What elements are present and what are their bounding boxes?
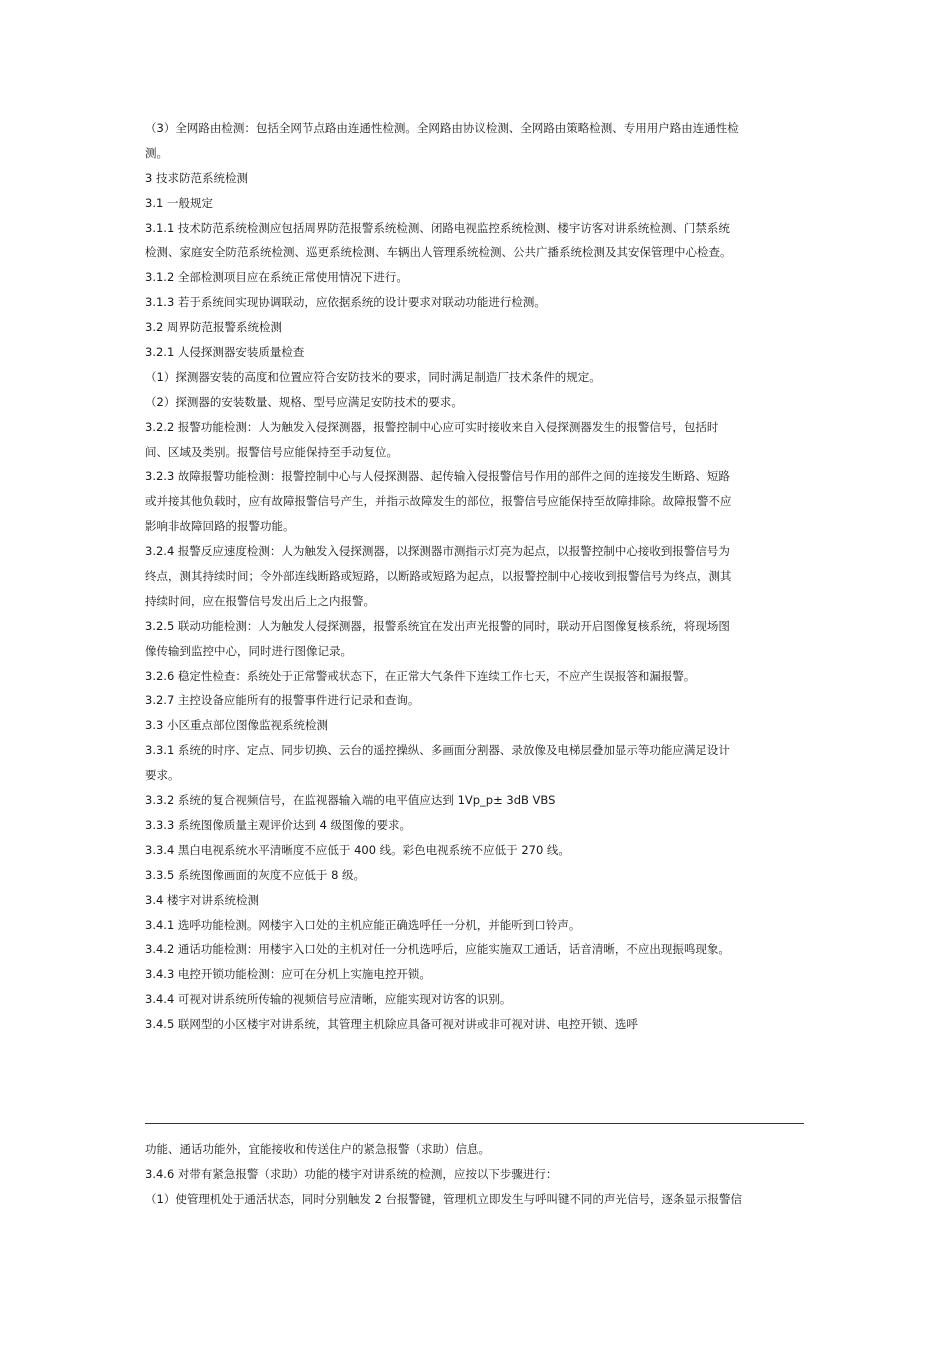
text-line: （3）全网路由检测：包括全网节点路由连通性检测。全网路由协议检测、全网路由策略检测、专用用户路由连通性检 bbox=[145, 121, 739, 135]
text-line: 3.3.1 系统的时序、定点、同步切换、云台的遥控操纵、多画面分割器、录放像及电梯层叠加显示等功能应满足设计 bbox=[145, 743, 730, 758]
text-line: 间、区域及类别。报警信号应能保持至手动复位。 bbox=[145, 444, 398, 459]
text-line: 3.3.2 系统的复合视频信号，在监视器输入端的电平值应达到 1Vp_p± 3dB VBS bbox=[145, 793, 556, 808]
text-line: 终点，测其持续时间；令外部连线断路或短路，以断路或短路为起点，以报警控制中心接收到报警信号为终点，测其 bbox=[145, 569, 732, 584]
text-line: 3.4.5 联网型的小区楼宇对讲系统，其管理主机除应具备可视对讲或非可视对讲、电控开锁、选呼 bbox=[145, 1017, 638, 1032]
text-line: 像传输到监控中心，同时进行图像记录。 bbox=[145, 643, 352, 658]
text-line: 3.4.4 可视对讲系统所传输的视频信号应清晰，应能实现对访客的识别。 bbox=[145, 992, 512, 1007]
section-heading: 3.4 楼宇对讲系统检测 bbox=[145, 892, 259, 907]
text-line: 或并接其他负载时，应有故障报警信号产生，并指示故障发生的部位，报警信号应能保持至故障排除。故障报警不应 bbox=[145, 494, 732, 509]
text-line: 3.4.6 对带有紧急报警（求助）功能的楼宇对讲系统的检测，应按以下步骤进行： bbox=[145, 1166, 558, 1181]
text-line: 3.1.2 全部检测项目应在系统正常使用情况下进行。 bbox=[145, 270, 408, 285]
text-line: 3.2.2 报警功能检测：人为触发入侵探测器，报警控制中心应可实时接收来自入侵探测器发生的报警信号，包括时 bbox=[145, 419, 719, 434]
page-upper-text bbox=[145, 116, 785, 1037]
page-divider bbox=[145, 1123, 804, 1124]
section-heading: 3 技求防范系统检测 bbox=[145, 170, 248, 185]
text-line: 3.2.7 主控设备应能所有的报警事件进行记录和查询。 bbox=[145, 693, 420, 708]
section-heading: 3.2.1 人侵探测器安装质量检查 bbox=[145, 345, 305, 360]
section-heading: 3.3 小区重点部位图像监视系统检测 bbox=[145, 718, 328, 733]
text-line: 3.3.3 系统图像质量主观评价达到 4 级图像的要求。 bbox=[145, 817, 412, 832]
text-line: 影响非故障回路的报警功能。 bbox=[145, 519, 295, 534]
text-line: （1）探测器安装的高度和位置应符合安防技米的要求，同时满足制造厂技术条件的规定。 bbox=[145, 369, 601, 384]
text-line: 功能、通话功能外，宜能接收和传送住户的紧急报警（求助）信息。 bbox=[145, 1142, 490, 1156]
text-line: 3.4.3 电控开锁功能检测：应可在分机上实施电控开锁。 bbox=[145, 967, 431, 982]
text-line: 3.2.3 故障报警功能检测：报警控制中心与人侵探测器、起传输入侵报警信号作用的部件之间的连接发生断路、短路 bbox=[145, 469, 730, 484]
text-line: 持续时间，应在报警信号发出后上之内报警。 bbox=[145, 593, 375, 608]
text-line: 3.2.6 稳定性检查：系统处于正常警戒状态下，在正常大气条件下连续工作七天，不应产生误报答和漏报警。 bbox=[145, 668, 696, 683]
text-line: 3.3.5 系统图像画面的灰度不应低于 8 级。 bbox=[145, 867, 366, 882]
text-line: 3.1.1 技术防范系统检测应包括周界防范报警系统检测、闭路电视监控系统检测、楼宇访客对讲系统检测、门禁系统 bbox=[145, 220, 730, 235]
text-line: 3.4.1 选呼功能检测。网楼宇入口处的主机应能正确选呼任一分机，并能听到口铃声。 bbox=[145, 917, 581, 932]
text-line: 测。 bbox=[145, 145, 168, 160]
text-line: 要求。 bbox=[145, 768, 180, 783]
section-heading: 3.2 周界防范报警系统检测 bbox=[145, 320, 282, 335]
text-line: 3.2.5 联动功能检测：人为触发人侵探测器，报警系统宜在发出声光报警的同时，联动开启图像复核系统，将现场图 bbox=[145, 618, 730, 633]
text-line: （1）使管理机处于通活状态，同时分别触发 2 台报警键，管理机立即发生与呼叫键不同的声光信号，逐条显示报警信 bbox=[145, 1191, 742, 1206]
text-line: 检测、家庭安全防范系统检测、巡更系统检测、车辆出人管理系统检测、公共广播系统检测及其安保管理中心检查。 bbox=[145, 245, 732, 260]
text-line: 3.3.4 黑白电视系统水平清晰度不应低于 400 线。彩色电视系统不应低于 270 线。 bbox=[145, 842, 570, 857]
text-line: 3.4.2 通话功能检测：用楼宇入口处的主机对任一分机选呼后，应能实施双工通话，话音清晰，不应出现振鸣现象。 bbox=[145, 942, 730, 957]
page-lower-text bbox=[145, 1137, 785, 1212]
text-line: （2）探测器的安装数量、规格、型号应满足安防技术的要求。 bbox=[145, 394, 463, 409]
text-line: 3.1.3 若于系统间实现协调联动，应依据系统的设计要求对联动功能进行检测。 bbox=[145, 295, 546, 310]
section-heading: 3.1 一般规定 bbox=[145, 195, 213, 210]
text-line: 3.2.4 报警反应速度检测：人为触发入侵探测器，以探测器市测指示灯亮为起点，以报警控制中心接收到报警信号为 bbox=[145, 544, 730, 559]
